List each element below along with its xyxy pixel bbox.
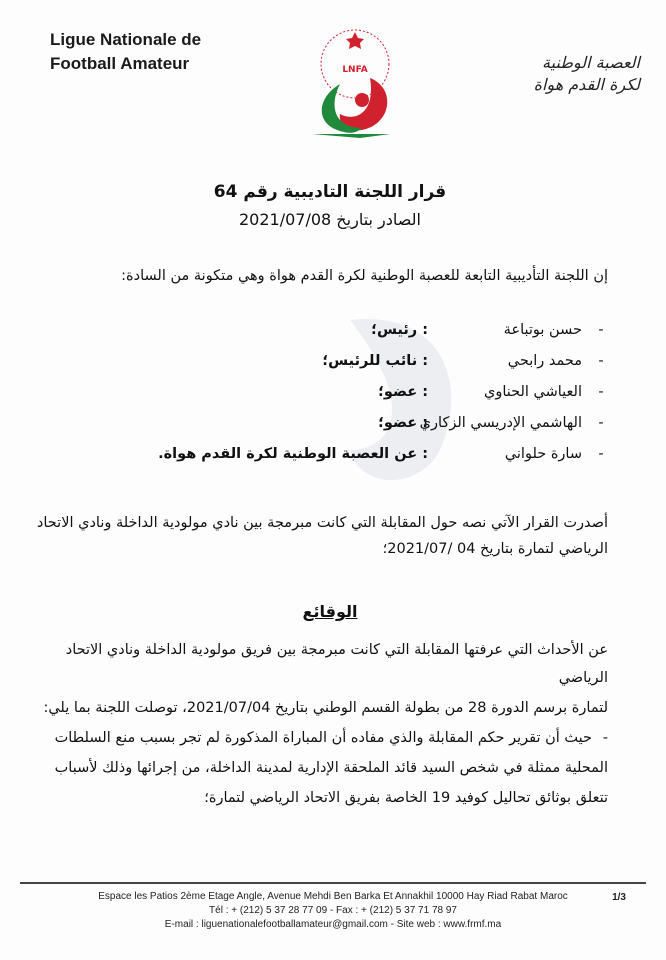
org-ar-line2: لكرة القدم هواة [533,75,640,94]
member-role: : عضو؛ [378,415,428,431]
list-item: - حسن بوتباعة : رئيس؛ [371,322,604,338]
paragraph-line: أصدرت القرار الآتي نصه حول المقابلة التي كانت مبرمجة بين نادي مولودية الداخلة ونادي الاتحاد [36,515,608,531]
footer-contact: E-mail : liguenationalefootballamateur@gmail.com - Site web : www.frmf.ma [164,919,502,930]
facts-body [28,636,608,814]
logo-ball-icon [355,93,369,107]
decision-paragraph [28,510,608,562]
org-name-arabic [470,52,640,96]
member-name: الهاشمي الإدريسي الزكاري [419,415,582,431]
list-item: - الهاشمي الإدريسي الزكاري : عضو؛ [378,415,604,431]
org-fr-line2: Football Amateur [50,54,190,73]
list-item: - العياشي الحناوي : عضو؛ [378,384,604,400]
page-footer [20,882,646,932]
facts-line: لتمارة برسم الدورة 28 من بطولة القسم الوطني بتاريخ 2021/07/04، توصلت اللجنة بما يلي: [43,700,608,716]
facts-line: تتعلق بوثائق تحاليل كوفيد 19 الخاصة بفريق الاتحاد الرياضي لتمارة؛ [204,790,608,806]
crown-icon [346,32,364,49]
page-number: 1/3 [612,892,626,903]
lnfa-logo [300,18,410,140]
member-role: : نائب للرئيس؛ [322,353,428,369]
member-name: سارة حلواني [504,446,582,462]
footer-phone: Tél : + (212) 5 37 28 77 09 - Fax : + (212) 5 37 71 78 97 [209,905,457,916]
logo-text: LNFA [342,65,368,75]
facts-line: - حيث أن تقرير حكم المقابلة والذي مفاده أن المباراة المذكورة لم تجر بسبب منع السلطات [28,724,608,752]
org-name-french [50,28,250,76]
member-name: العياشي الحناوي [483,384,582,400]
facts-heading: الوقائع [302,602,358,621]
members-list [108,322,608,477]
member-role: : رئيس؛ [371,322,428,338]
facts-line: عن الأحداث التي عرفتها المقابلة التي كانت مبرمجة بين فريق مولودية الداخلة ونادي الاتحاد الرياضي [65,642,608,686]
footer-address: Espace les Patios 2ème Etage Angle, Avenue Mehdi Ben Barka Et Annakhil 10000 Hay Riad Rabat Maroc [98,891,568,902]
member-role: : عن العصبة الوطنية لكرة القدم هواة. [158,446,428,462]
member-name: حسن بوتباعة [503,322,582,338]
facts-line: المحلية ممثلة في شخص السيد قائد الملحقة الإدارية لمدينة الداخلة، من إجرائها وذلك لأسباب [54,760,608,776]
member-role: : عضو؛ [378,384,428,400]
list-item: - سارة حلواني : عن العصبة الوطنية لكرة القدم هواة. [158,446,604,462]
org-fr-line1: Ligue Nationale de [50,30,202,49]
committee-intro: إن اللجنة التأديبية التابعة للعصبة الوطنية لكرة القدم هواة وهي متكونة من السادة: [121,268,608,284]
member-name: محمد رابحي [507,353,582,369]
decision-title: قرار اللجنة التاديبية رقم 64 [213,182,447,202]
decision-date: الصادر بتاريخ 2021/07/08 [239,210,421,229]
org-ar-line1: العصبة الوطنية [542,53,640,72]
list-item: - محمد رابحي : نائب للرئيس؛ [322,353,604,369]
paragraph-line: الرياضي لتمارة بتاريخ 04 /2021/07؛ [382,541,608,557]
